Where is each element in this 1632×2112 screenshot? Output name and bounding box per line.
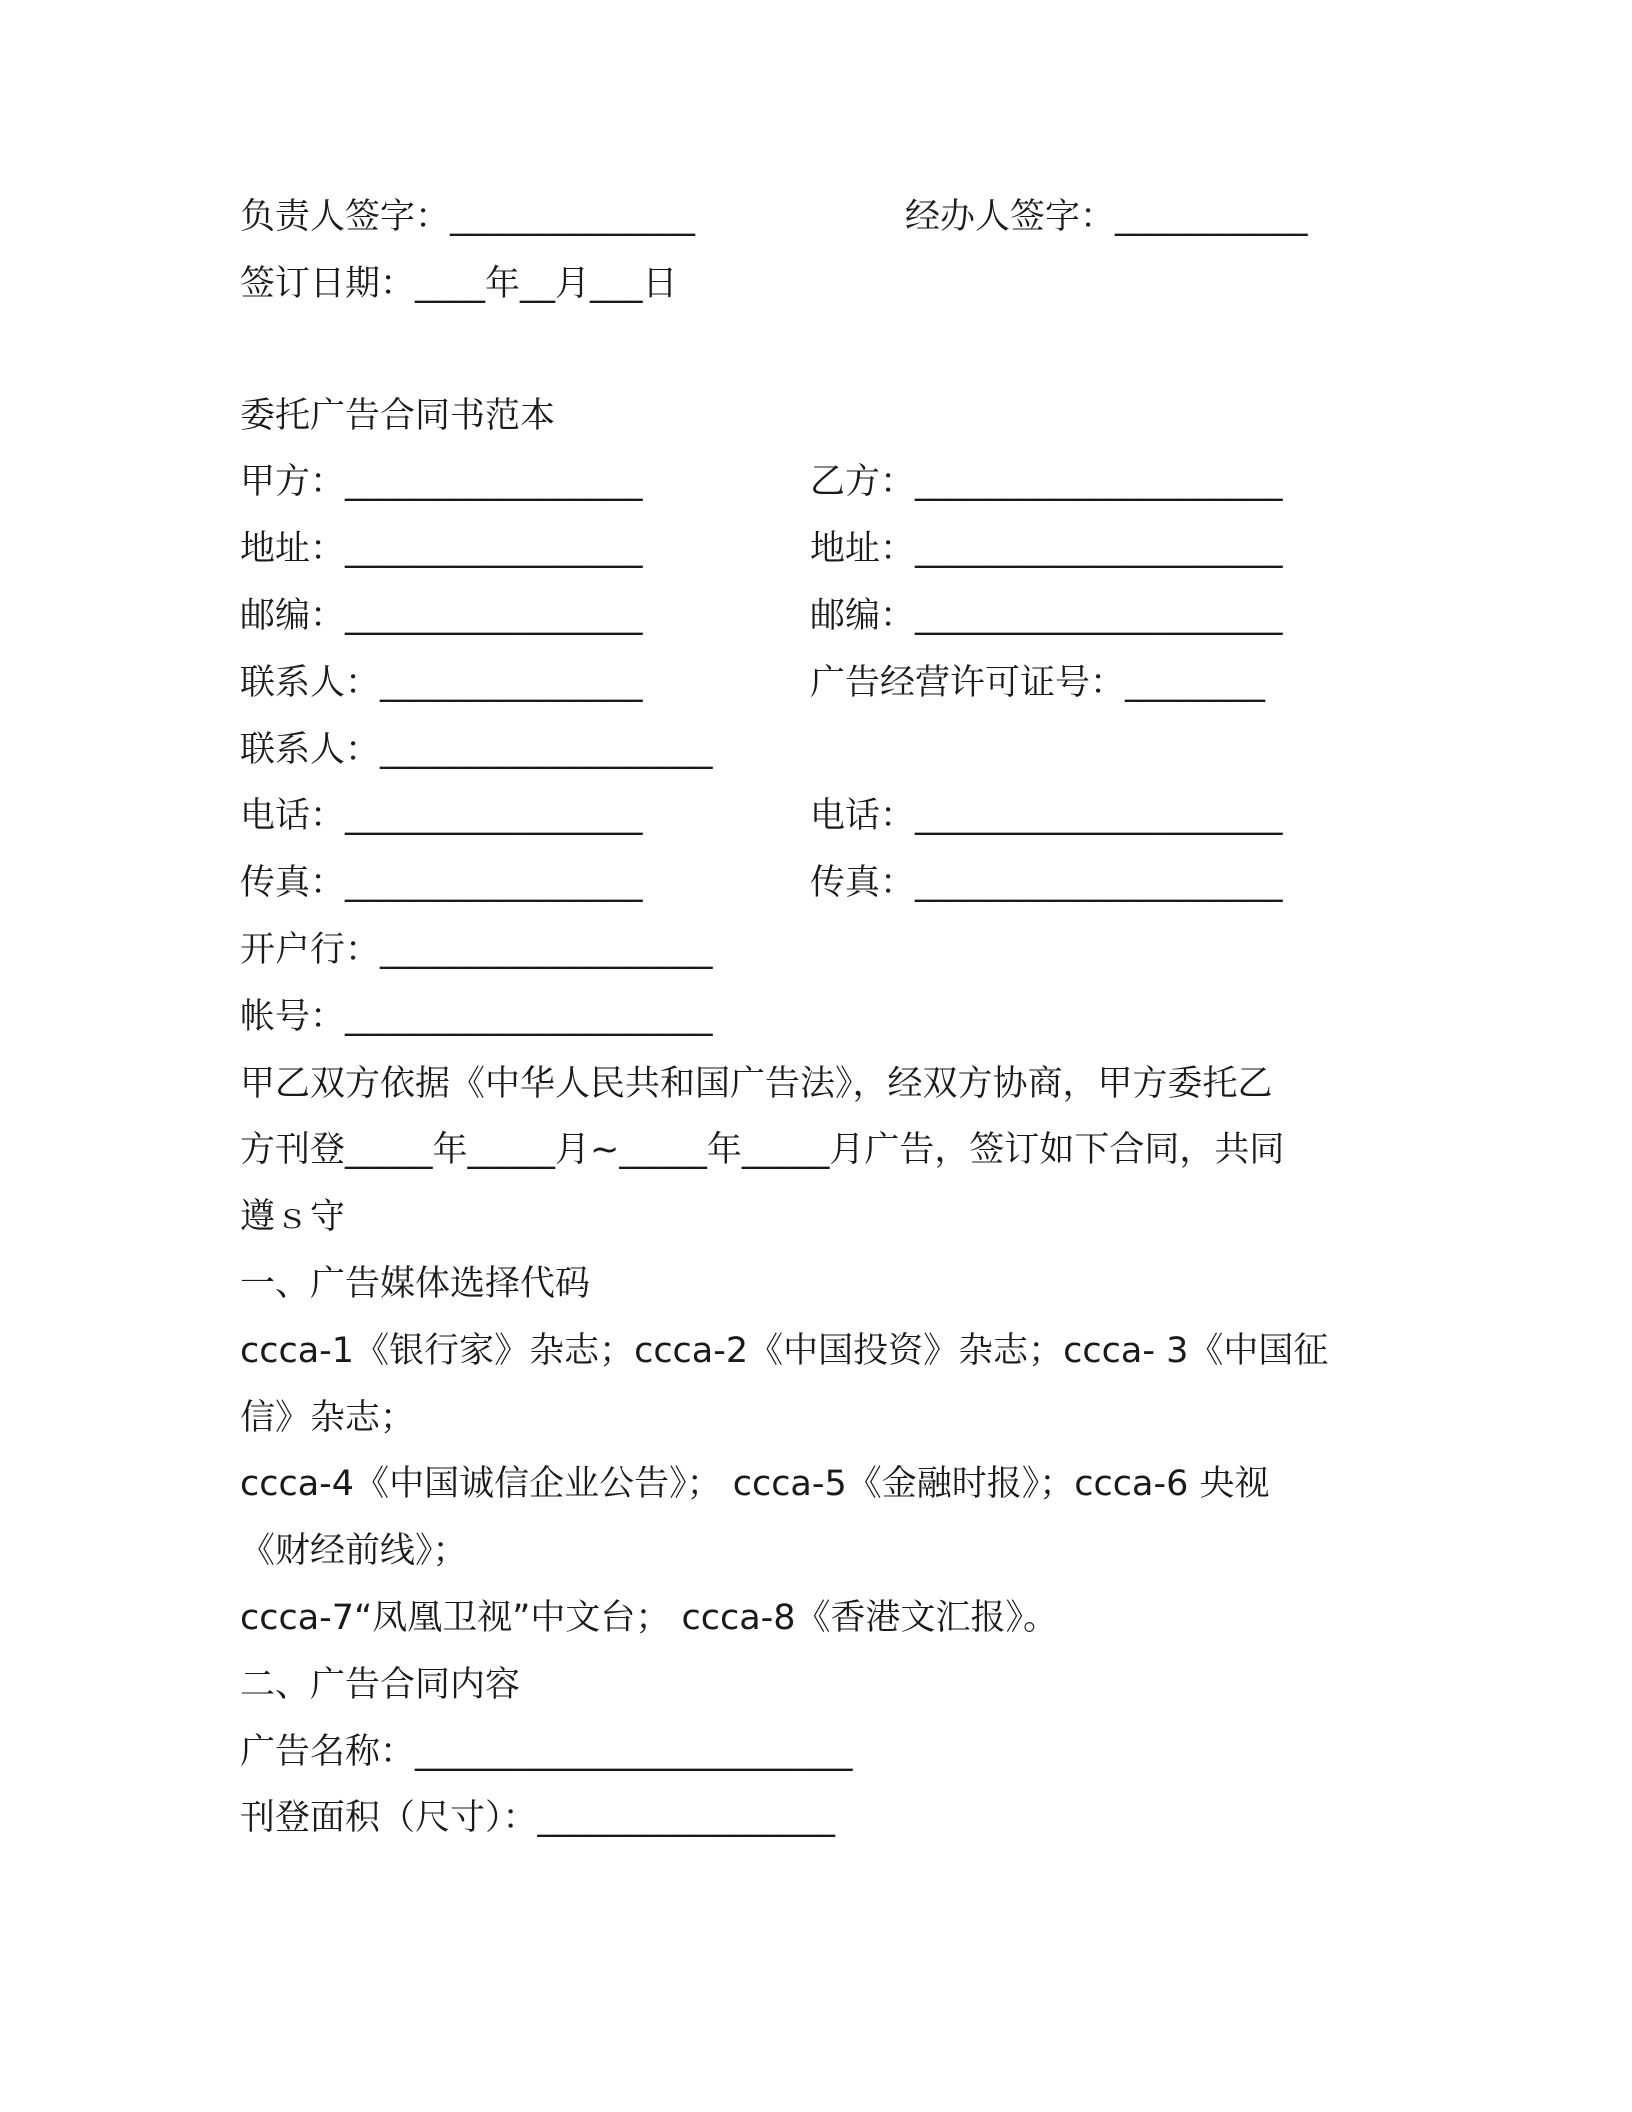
fax-a-field: 传真：_________________ bbox=[240, 863, 643, 903]
postcode-b-field: 邮编：_____________________ bbox=[810, 596, 1283, 636]
bank-field: 开户行：___________________ bbox=[240, 930, 713, 970]
party-a-field: 甲方：_________________ bbox=[240, 462, 643, 502]
handler-signature: 经办人签字：___________ bbox=[905, 197, 1308, 237]
license-number-field: 广告经营许可证号：________ bbox=[810, 663, 1266, 703]
contract-title: 委托广告合同书范本 bbox=[240, 396, 556, 436]
media-codes-line-3: ccca-4《中国诚信企业公告》； ccca-5《金融时报》；ccca-6 央视 bbox=[240, 1464, 1270, 1504]
sign-date: 签订日期：____年__月___日 bbox=[240, 264, 678, 304]
account-field: 帐号：_____________________ bbox=[240, 997, 713, 1037]
postcode-a-field: 邮编：_________________ bbox=[240, 596, 643, 636]
media-codes-line-2: 信》杂志； bbox=[240, 1398, 416, 1438]
phone-b-field: 电话：_____________________ bbox=[810, 796, 1283, 836]
media-codes-line-4: 《财经前线》； bbox=[240, 1531, 468, 1571]
ad-name-field: 广告名称：_________________________ bbox=[240, 1732, 853, 1772]
media-codes-line-1: ccca-1《银行家》杂志；ccca-2《中国投资》杂志；ccca- 3《中国征 bbox=[240, 1331, 1329, 1371]
phone-a-field: 电话：_________________ bbox=[240, 796, 643, 836]
intro-line-3: 遵ｓ守 bbox=[240, 1197, 346, 1237]
contact-b-field: 联系人：___________________ bbox=[240, 730, 713, 770]
fax-b-field: 传真：_____________________ bbox=[810, 863, 1283, 903]
intro-line-1: 甲乙双方依据《中华人民共和国广告法》，经双方协商，甲方委托乙 bbox=[240, 1064, 1273, 1104]
party-b-field: 乙方：_____________________ bbox=[810, 462, 1283, 502]
contact-a-field: 联系人：_______________ bbox=[240, 663, 643, 703]
address-a-field: 地址：_________________ bbox=[240, 529, 643, 569]
ad-size-field: 刊登面积（尺寸）：_________________ bbox=[240, 1798, 836, 1838]
section-1-heading: 一、广告媒体选择代码 bbox=[240, 1264, 591, 1304]
media-codes-line-5: ccca-7“凤凰卫视”中文台； ccca-8《香港文汇报》。 bbox=[240, 1598, 1059, 1638]
head-signature: 负责人签字：______________ bbox=[240, 197, 696, 237]
intro-line-2: 方刊登_____年_____月~_____年_____月广告，签订如下合同，共同 bbox=[240, 1130, 1285, 1170]
address-b-field: 地址：_____________________ bbox=[810, 529, 1283, 569]
section-2-heading: 二、广告合同内容 bbox=[240, 1665, 521, 1705]
